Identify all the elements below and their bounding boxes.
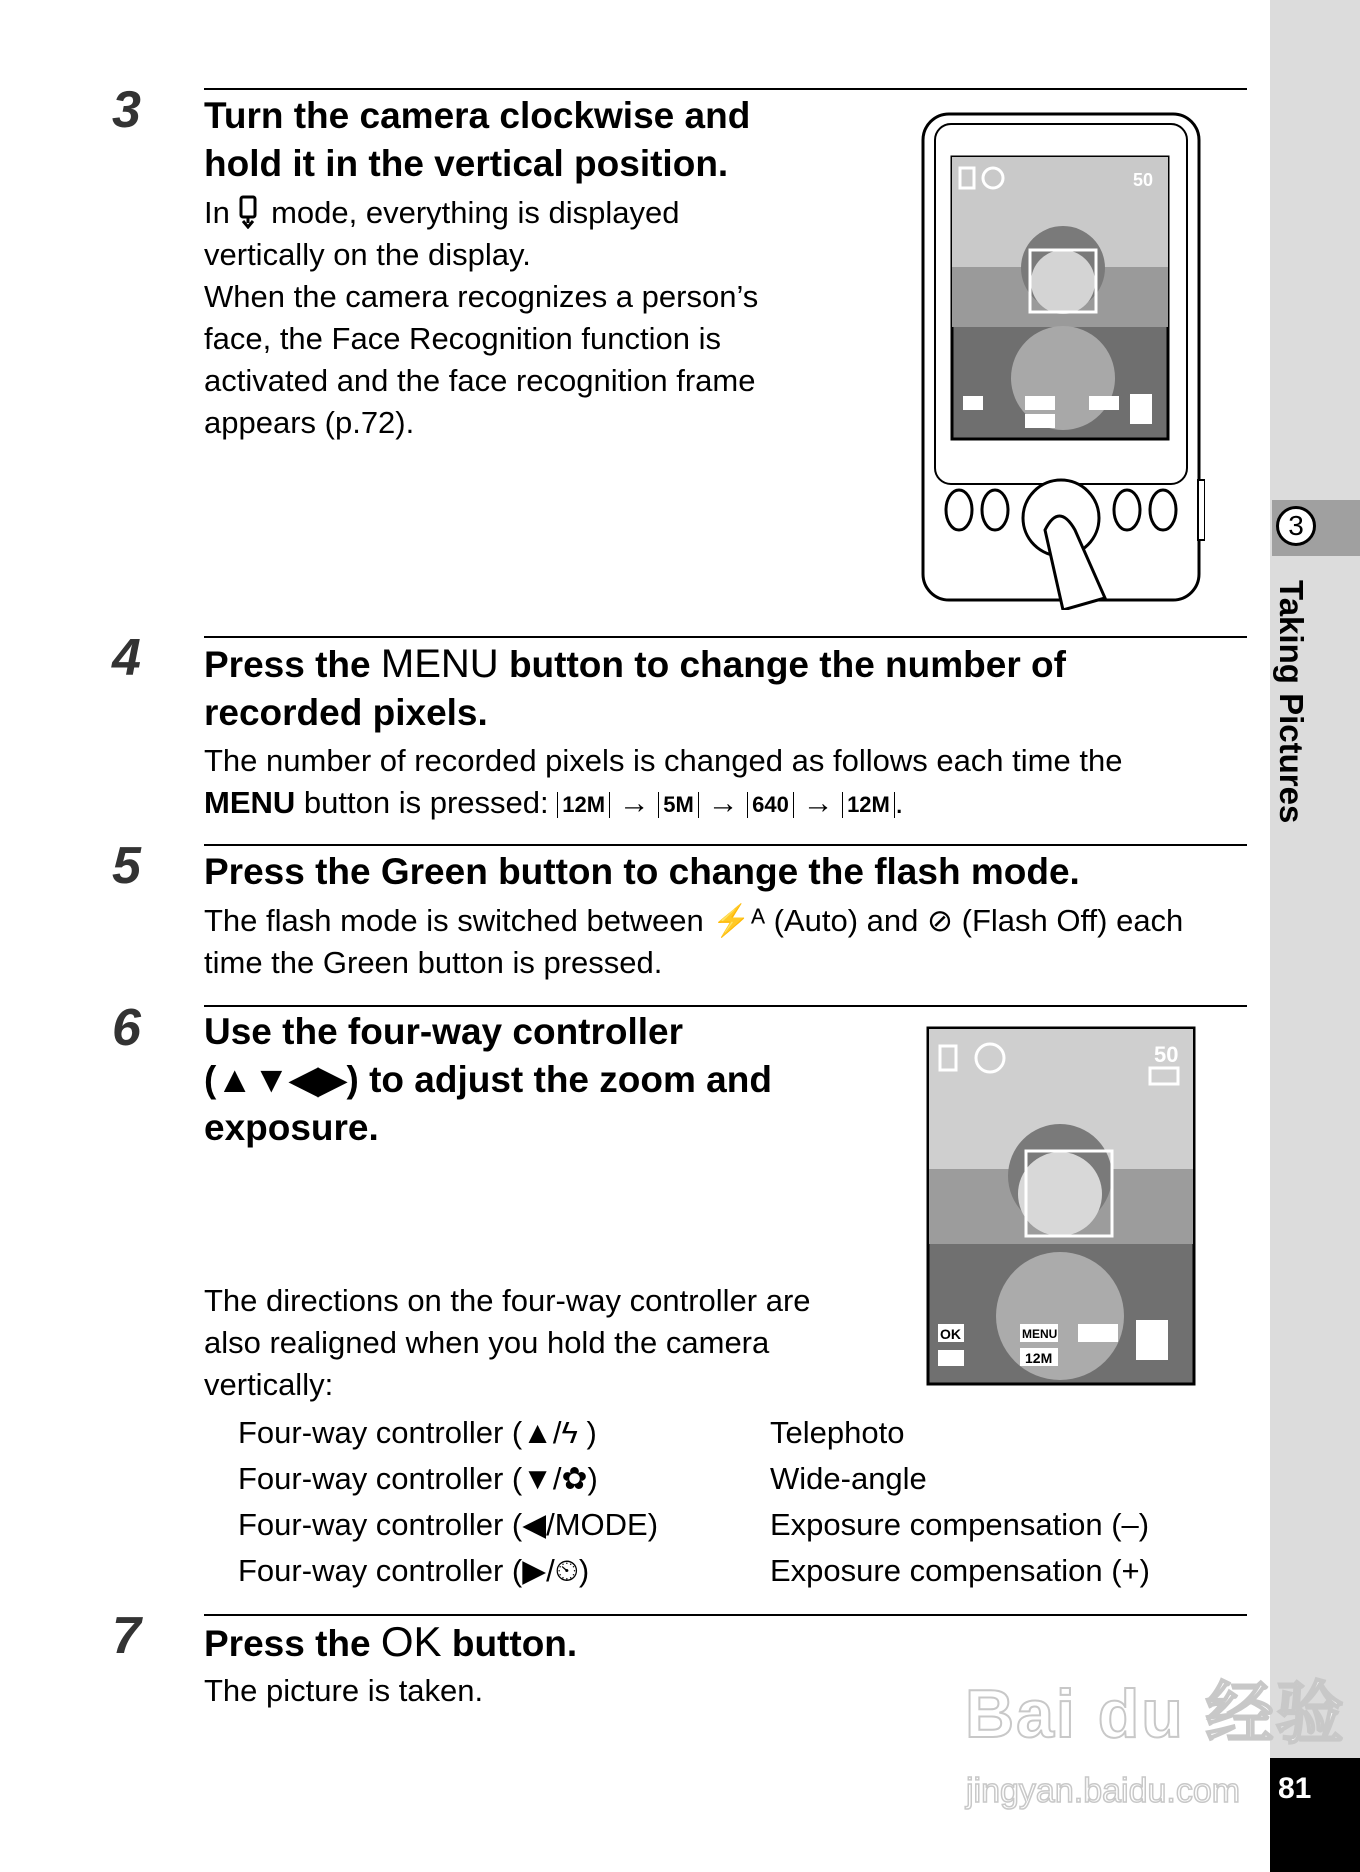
heading-line: Use the four-way controller (204, 1011, 684, 1052)
camera-vertical-illustration (915, 110, 1205, 610)
heading-line: exposure. (204, 1107, 379, 1148)
body-line: appears (p.72). (204, 405, 415, 440)
body-line: vertically: (204, 1367, 334, 1402)
body-line: activated and the face recognition frame (204, 363, 756, 398)
chapter-sidebar (1270, 0, 1360, 1872)
chapter-number: 3 (1276, 506, 1316, 546)
watermark-logo: Bai du 经验 (965, 1676, 1346, 1752)
step-body: The picture is taken. (204, 1673, 484, 1708)
step-number: 6 (112, 999, 141, 1057)
control-cell: Four-way controller (◀/MODE) (238, 1507, 659, 1542)
step-body (204, 192, 758, 444)
lcd-resolution-label: 12M (1025, 1350, 1053, 1366)
body-line: also realigned when you hold the camera (204, 1325, 770, 1360)
body-line: time the Green button is pressed. (204, 945, 663, 980)
step-body (204, 1280, 811, 1406)
body-line: In mode, everything is displayed (204, 195, 680, 230)
heading-line: hold it in the vertical position. (204, 143, 729, 184)
vertical-mode-icon (238, 195, 262, 229)
page-number: 81 (1278, 1772, 1312, 1805)
body-line: When the camera recognizes a person’s (204, 279, 759, 314)
lcd-shots-remaining: 50 (1154, 1042, 1179, 1067)
control-cell: Four-way controller (▲/ϟ ) (238, 1415, 597, 1450)
step-heading (204, 92, 750, 188)
watermark-url: jingyan.baidu.com (966, 1772, 1241, 1810)
step-number: 7 (112, 1607, 141, 1665)
action-cell: Wide-angle (770, 1461, 927, 1496)
divider (204, 636, 1247, 638)
table-row (238, 1410, 1150, 1456)
divider (204, 844, 1247, 846)
action-cell: Telephoto (770, 1415, 905, 1450)
control-cell: Four-way controller (▼/✿) (238, 1461, 598, 1496)
step-body (204, 900, 1183, 984)
action-cell: Exposure compensation (+) (770, 1553, 1150, 1588)
step-heading (204, 1008, 772, 1152)
resolution-5m: 5M (658, 792, 699, 818)
body-line: face, the Face Recognition function is (204, 321, 721, 356)
controller-table (238, 1410, 1150, 1594)
step-heading: Press the Green button to change the flash mode. (204, 851, 1080, 892)
table-row (238, 1548, 1150, 1594)
divider (204, 1614, 1247, 1616)
control-cell: Four-way controller (▶/⏲) (238, 1552, 590, 1588)
divider (204, 1005, 1247, 1007)
flash-off-icon: ⊘ (927, 903, 953, 938)
resolution-640: 640 (747, 792, 794, 818)
step-number: 4 (112, 629, 141, 687)
step-number: 5 (112, 837, 141, 895)
table-row (238, 1502, 1150, 1548)
body-line: vertically on the display. (204, 237, 531, 272)
divider (204, 88, 1247, 90)
heading-line: Press the MENU button to change the number of (204, 642, 1066, 686)
heading-line: (▲▼◀▶) to adjust the zoom and (204, 1059, 772, 1100)
body-line: The number of recorded pixels is changed as follows each time the (204, 743, 1123, 778)
lcd-screen-illustration (926, 1026, 1196, 1386)
flash-auto-icon: ⚡ᴬ (712, 903, 765, 938)
resolution-12m: 12M (842, 792, 895, 818)
action-cell: Exposure compensation (–) (770, 1507, 1150, 1542)
body-line: The flash mode is switched between ⚡ᴬ (Auto) and ⊘ (Flash Off) each (204, 903, 1184, 938)
resolution-12m: 12M (557, 792, 610, 818)
body-line: MENU button is pressed: 12M → 5M → 640 → 12M . (204, 785, 904, 820)
step-number: 3 (112, 81, 141, 139)
lcd-shots-remaining: 50 (1133, 170, 1154, 190)
step-body (204, 740, 1122, 824)
heading-line: Turn the camera clockwise and (204, 95, 751, 136)
chapter-title: Taking Pictures (1273, 580, 1310, 824)
body-line: The directions on the four-way controller are (204, 1283, 811, 1318)
step-heading (204, 640, 1066, 737)
lcd-ok-label: OK (940, 1326, 961, 1342)
heading-line: recorded pixels. (204, 692, 488, 733)
step-heading: Press the OK button. (204, 1618, 578, 1665)
lcd-menu-label: MENU (1022, 1327, 1058, 1341)
table-row (238, 1456, 1150, 1502)
